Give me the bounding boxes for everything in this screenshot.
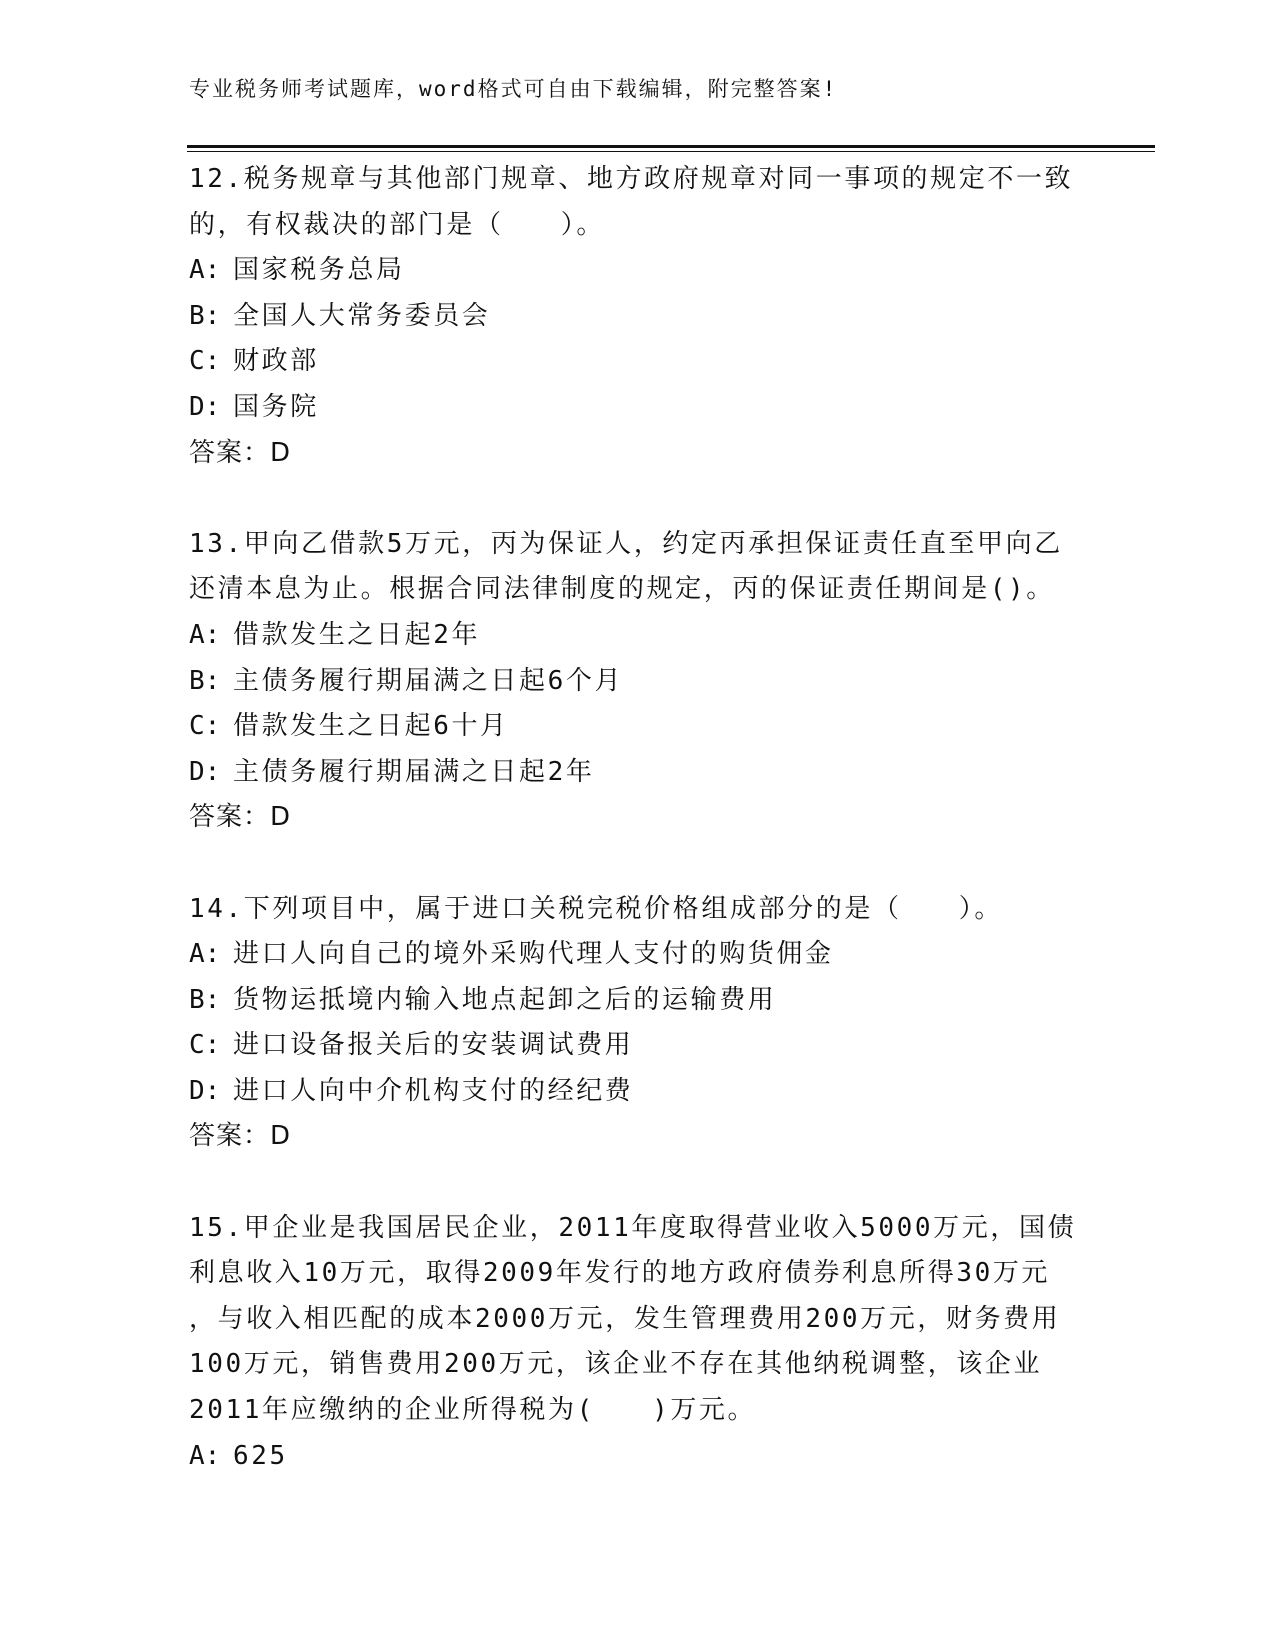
question-text-line: 13.甲向乙借款5万元，丙为保证人，约定丙承担保证责任直至甲向乙 <box>189 528 1063 559</box>
question-text-line: 还清本息为止。根据合同法律制度的规定，丙的保证责任期间是()。 <box>189 574 1055 605</box>
option-letter: B: <box>189 300 221 331</box>
option-a <box>189 248 1089 294</box>
answer: 答案：D <box>189 1121 292 1152</box>
answer: 答案：D <box>189 802 292 833</box>
option-letter: C: <box>189 346 221 377</box>
header-rule-thick <box>187 145 1155 148</box>
option-text: 全国人大常务委员会 <box>233 300 491 331</box>
question-text-line: 15.甲企业是我国居民企业，2011年度取得营业收入5000万元，国债 <box>189 1212 1077 1243</box>
option-letter: C: <box>189 1030 221 1061</box>
option-letter: B: <box>189 665 221 696</box>
option-letter: A: <box>189 939 221 970</box>
option-text: 国家税务总局 <box>233 255 405 286</box>
question-14 <box>189 887 1089 1161</box>
option-a <box>189 613 1089 659</box>
option-d <box>189 385 1089 431</box>
question-text-line: 14.下列项目中，属于进口关税完税价格组成部分的是（ ）。 <box>189 893 1003 924</box>
header-rule-thin <box>187 151 1155 152</box>
spacer <box>189 841 1089 887</box>
option-letter: A: <box>189 255 221 286</box>
option-letter: D: <box>189 1075 221 1106</box>
header-note: 专业税务师考试题库，word格式可自由下载编辑，附完整答案! <box>189 77 838 101</box>
question-text-line: 利息收入10万元，取得2009年发行的地方政府债券利息所得30万元 <box>189 1258 1051 1289</box>
question-text-line: 12.税务规章与其他部门规章、地方政府规章对同一事项的规定不一致 <box>189 164 1074 194</box>
option-a <box>189 1434 1089 1480</box>
option-b <box>189 978 1089 1024</box>
option-text: 借款发生之日起6十月 <box>233 711 509 742</box>
question-text-line: 100万元，销售费用200万元，该企业不存在其他纳税调整，该企业 <box>189 1349 1043 1380</box>
option-text: 进口设备报关后的安装调试费用 <box>233 1030 634 1061</box>
option-b <box>189 659 1089 705</box>
option-letter: A: <box>189 619 221 650</box>
question-15 <box>189 1206 1089 1480</box>
option-letter: B: <box>189 984 221 1015</box>
spacer <box>189 1160 1089 1206</box>
option-letter: D: <box>189 391 221 422</box>
option-letter: C: <box>189 711 221 742</box>
question-12 <box>189 157 1089 476</box>
option-text: 国务院 <box>233 391 319 422</box>
question-text-line: 2011年应缴纳的企业所得税为( )万元。 <box>189 1395 757 1426</box>
option-text: 进口人向自己的境外采购代理人支付的购货佣金 <box>233 939 834 970</box>
option-letter: D: <box>189 756 221 787</box>
option-text: 625 <box>233 1440 288 1471</box>
option-a <box>189 932 1089 978</box>
option-d <box>189 1069 1089 1115</box>
question-list <box>189 157 1089 1479</box>
option-text: 主债务履行期届满之日起2年 <box>233 756 595 787</box>
option-c <box>189 339 1089 385</box>
answer: 答案：D <box>189 437 292 468</box>
option-text: 借款发生之日起2年 <box>233 619 481 650</box>
option-letter: A: <box>189 1440 221 1471</box>
question-text-line: 的，有权裁决的部门是（ ）。 <box>189 209 606 240</box>
option-b <box>189 294 1089 340</box>
option-c <box>189 704 1089 750</box>
option-text: 进口人向中介机构支付的经纪费 <box>233 1075 634 1106</box>
option-text: 财政部 <box>233 346 319 377</box>
option-d <box>189 750 1089 796</box>
option-text: 货物运抵境内输入地点起卸之后的运输费用 <box>233 984 777 1015</box>
question-text-line: ，与收入相匹配的成本2000万元，发生管理费用200万元，财务费用 <box>189 1303 1061 1334</box>
spacer <box>189 476 1089 522</box>
option-c <box>189 1023 1089 1069</box>
question-13 <box>189 522 1089 841</box>
option-text: 主债务履行期届满之日起6个月 <box>233 665 624 696</box>
